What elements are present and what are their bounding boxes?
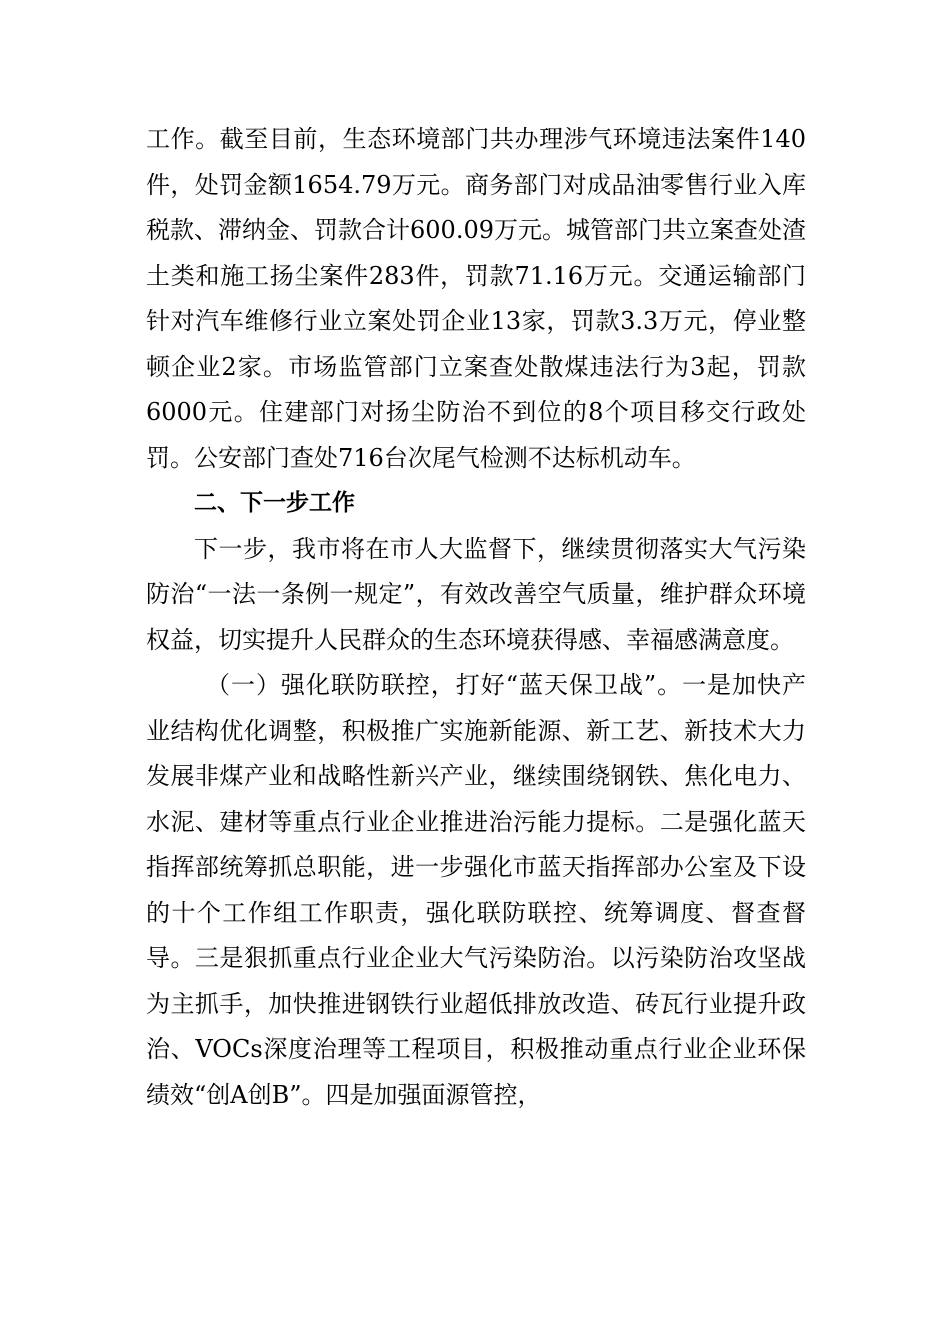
next-steps-intro-paragraph: 下一步，我市将在市人大监督下，继续贯彻落实大气污染防治“一法一条例一规定”，有效改善空气质量，维护群众环境权益，切实提升人民群众的生态环境获得感、幸福感满意度。 xyxy=(146,534,806,654)
blue-sky-defense-paragraph: （一）强化联防联控，打好“蓝天保卫战”。一是加快产业结构优化调整，积极推广实施新能源、新工艺、新技术大力发展非煤产业和战略性新兴产业，继续围绕钢铁、焦化电力、水泥、建材等重点行业企业推进治污能力提标。二是强化蓝天指挥部统筹抓总职能，进一步强化市蓝天指挥部办公室及下设的十个工作组工作职责，强化联防联控、统筹调度、督查督导。三是狠抓重点行业企业大气污染防治。以污染防治攻坚战为主抓手，加快推进钢铁行业超低排放改造、砖瓦行业提升政治、VOCs深度治理等工程项目，积极推动重点行业企业环保绩效“创A创B”。四是加强面源管控， xyxy=(146,671,806,1109)
section-heading-next-steps: 二、下一步工作 xyxy=(194,490,355,516)
document-body xyxy=(146,117,806,1118)
enforcement-results-paragraph: 工作。截至目前，生态环境部门共办理涉气环境违法案件140件，处罚金额1654.79万元。商务部门对成品油零售行业入库税款、滞纳金、罚款合计600.09万元。城管部门共立案查处渣土类和施工扬尘案件283件，罚款71.16万元。交通运输部门针对汽车维修行业立案处罚企业13家，罚款3.3万元，停业整顿企业2家。市场监管部门立案查处散煤违法行为3起，罚款6000元。住建部门对扬尘防治不到位的8个项目移交行政处罚。公安部门查处716台次尾气检测不达标机动车。 xyxy=(146,125,806,472)
